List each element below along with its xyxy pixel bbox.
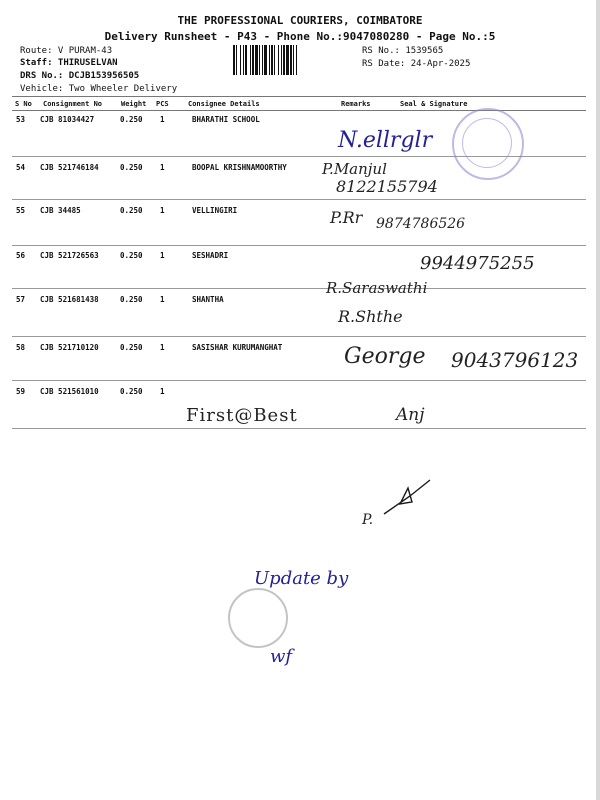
row-separator <box>12 380 586 381</box>
handwritten-name-row-59: First@Best <box>186 405 298 426</box>
signature-row-55: P.Rr <box>330 208 363 227</box>
row-consignment-no: CJB 521681438 <box>40 295 99 304</box>
signature-scrawl-lower <box>380 474 440 524</box>
row-pcs: 1 <box>160 343 165 352</box>
signature-row-53: N.ellrglr <box>338 128 433 153</box>
row-pcs: 1 <box>160 115 165 124</box>
handwritten-phone-row-54: 8122155794 <box>336 177 438 196</box>
drs-label: DRS No.: DCJB153956505 <box>20 71 140 81</box>
row-weight: 0.250 <box>120 115 143 124</box>
col-seal-signature: Seal & Signature <box>400 100 468 108</box>
row-consignment-no: CJB 34485 <box>40 206 81 215</box>
handwritten-update-note: Update by <box>254 568 349 589</box>
row-consignee: SASISHAR KURUMANGHAT <box>192 343 283 352</box>
row-consignee: SESHADRI <box>192 251 229 260</box>
row-separator <box>12 245 586 246</box>
row-sno: 57 <box>16 295 26 304</box>
seal-stamp-inner <box>462 118 512 168</box>
row-separator <box>12 428 586 429</box>
row-consignment-no: CJB 521710120 <box>40 343 99 352</box>
col-weight: Weight <box>121 100 147 108</box>
row-consignee: BOOPAL KRISHNAMOORTHY <box>192 163 287 172</box>
barcode <box>233 45 353 75</box>
row-pcs: 1 <box>160 387 165 396</box>
row-consignment-no: CJB 521561010 <box>40 387 99 396</box>
handwritten-phone-row-56: 9944975255 <box>420 253 535 274</box>
row-consignee: VELLINGIRI <box>192 206 238 215</box>
row-separator <box>12 288 586 289</box>
runsheet-title: Delivery Runsheet - P43 - Phone No.:9047080280 - Page No.:5 <box>104 30 496 43</box>
col-sno: S No <box>15 100 32 108</box>
row-weight: 0.250 <box>120 251 143 260</box>
row-pcs: 1 <box>160 206 165 215</box>
col-pcs: PCS <box>156 100 169 108</box>
col-consignment: Consignment No <box>43 100 103 108</box>
col-consignee: Consignee Details <box>188 100 260 108</box>
signature-row-59: Anj <box>396 405 425 425</box>
row-sno: 54 <box>16 163 26 172</box>
header-rule-top <box>12 96 586 97</box>
staff-label: Staff: THIRUSELVAN <box>20 58 118 68</box>
row-pcs: 1 <box>160 295 165 304</box>
handwritten-name-row-57: R.Saraswathi <box>326 279 428 297</box>
row-consignment-no: CJB 81034427 <box>40 115 95 124</box>
row-sno: 58 <box>16 343 26 352</box>
handwritten-phone-row-58: 9043796123 <box>451 348 579 372</box>
col-remarks: Remarks <box>341 100 371 108</box>
row-weight: 0.250 <box>120 387 143 396</box>
handwritten-mark: P. <box>362 512 374 528</box>
row-sno: 59 <box>16 387 26 396</box>
row-sno: 55 <box>16 206 26 215</box>
row-consignment-no: CJB 521746184 <box>40 163 99 172</box>
signature-row-58: George <box>344 344 426 369</box>
signature-row-57: R.Shthe <box>338 307 403 326</box>
route-label: Route: V PURAM-43 <box>20 46 113 56</box>
row-consignee: SHANTHA <box>192 295 224 304</box>
row-pcs: 1 <box>160 251 165 260</box>
row-consignment-no: CJB 521726563 <box>40 251 99 260</box>
vehicle-label: Vehicle: Two Wheeler Delivery <box>20 84 178 94</box>
row-sno: 56 <box>16 251 26 260</box>
row-separator <box>12 336 586 337</box>
row-sno: 53 <box>16 115 26 124</box>
handwritten-phone-row-55: 9874786526 <box>376 216 466 232</box>
row-weight: 0.250 <box>120 206 143 215</box>
row-weight: 0.250 <box>120 295 143 304</box>
row-consignee: BHARATHI SCHOOL <box>192 115 260 124</box>
row-weight: 0.250 <box>120 343 143 352</box>
faded-stamp <box>228 588 288 648</box>
rs-no-label: RS No.: 1539565 <box>362 46 444 56</box>
handwritten-name-row-54: P.Manjul <box>322 160 387 178</box>
row-weight: 0.250 <box>120 163 143 172</box>
row-pcs: 1 <box>160 163 165 172</box>
row-separator <box>12 199 586 200</box>
scan-edge <box>596 0 600 800</box>
company-title: THE PROFESSIONAL COURIERS, COIMBATORE <box>177 14 423 27</box>
handwritten-initials: wf <box>270 646 293 667</box>
rs-date-label: RS Date: 24-Apr-2025 <box>362 59 471 69</box>
